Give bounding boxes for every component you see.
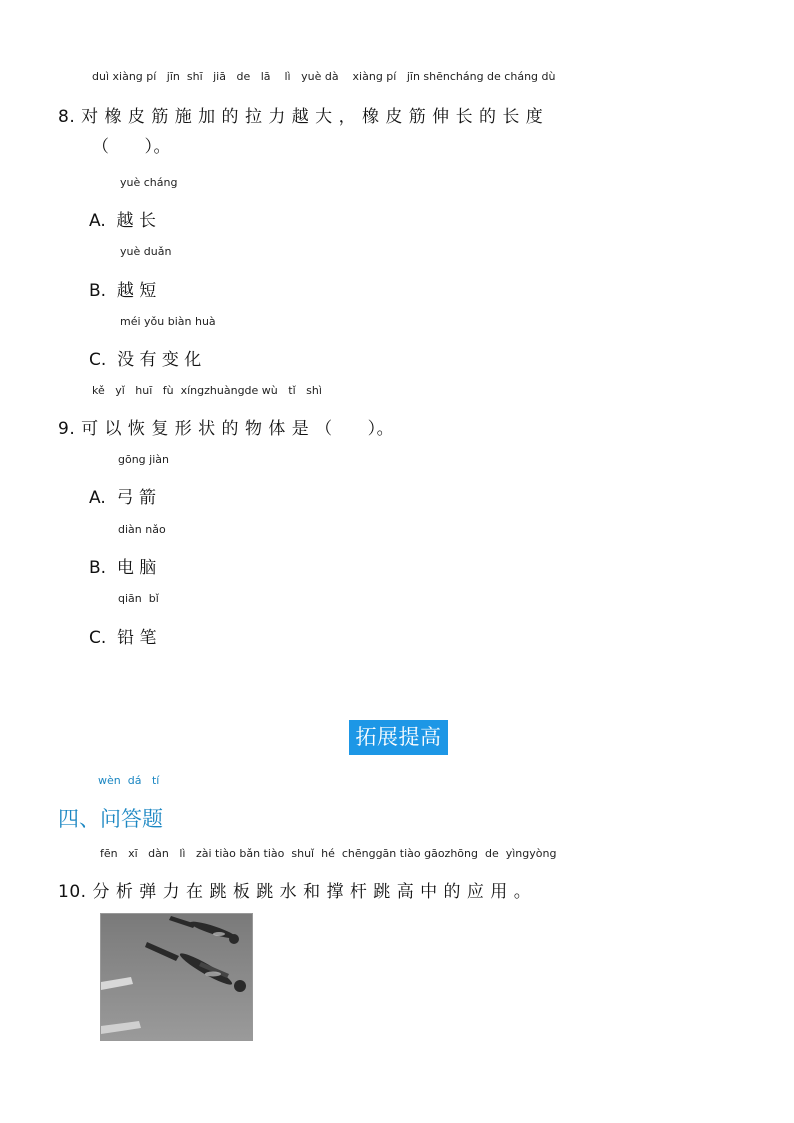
q9-pinyin: kě yǐ huī fù xíngzhuàngde wù tǐ shì <box>92 384 322 397</box>
q8-option-c[interactable]: C. 没 有 变 化 <box>89 350 202 370</box>
q8-text-line1: 8. 对 橡 皮 筋 施 加 的 拉 力 越 大 ， 橡 皮 筋 伸 长 的 长 度 <box>58 107 544 127</box>
q8-option-a-pinyin: yuè cháng <box>120 176 178 189</box>
section-title-pinyin: wèn dá tí <box>98 774 160 787</box>
q8-text-line2: （ ）。 <box>92 137 171 157</box>
q8-option-b[interactable]: B. 越 短 <box>89 281 157 301</box>
q9-option-b-pinyin: diàn nǎo <box>118 523 166 536</box>
q9-option-c-pinyin: qiān bǐ <box>118 592 159 605</box>
q9-text-line1: 9. 可 以 恢 复 形 状 的 物 体 是 （ ）。 <box>58 419 395 439</box>
q8-option-c-pinyin: méi yǒu biàn huà <box>120 315 216 328</box>
section-banner: 拓展提高 <box>349 720 448 755</box>
diving-photo-icon <box>101 914 252 1040</box>
q9-option-a[interactable]: A. 弓 箭 <box>89 488 156 508</box>
q8-pinyin: duì xiàng pí jīn shī jiā de lā lì yuè dà xiàng pí jīn shēncháng de cháng dù <box>92 70 556 83</box>
q10-text-line1: 10. 分 析 弹 力 在 跳 板 跳 水 和 撑 杆 跳 高 中 的 应 用 。 <box>58 882 532 902</box>
q9-option-a-pinyin: gōng jiàn <box>118 453 169 466</box>
q8-option-a[interactable]: A. 越 长 <box>89 211 156 231</box>
q9-option-c[interactable]: C. 铅 笔 <box>89 628 157 648</box>
q8-option-b-pinyin: yuè duǎn <box>120 245 172 258</box>
section-title: 四、问答题 <box>58 807 163 831</box>
q10-pinyin: fēn xī dàn lì zài tiào bǎn tiào shuǐ hé chēnggān tiào gāozhōng de yìngyòng <box>100 847 557 860</box>
q9-option-b[interactable]: B. 电 脑 <box>89 558 157 578</box>
diving-photo <box>100 913 253 1041</box>
